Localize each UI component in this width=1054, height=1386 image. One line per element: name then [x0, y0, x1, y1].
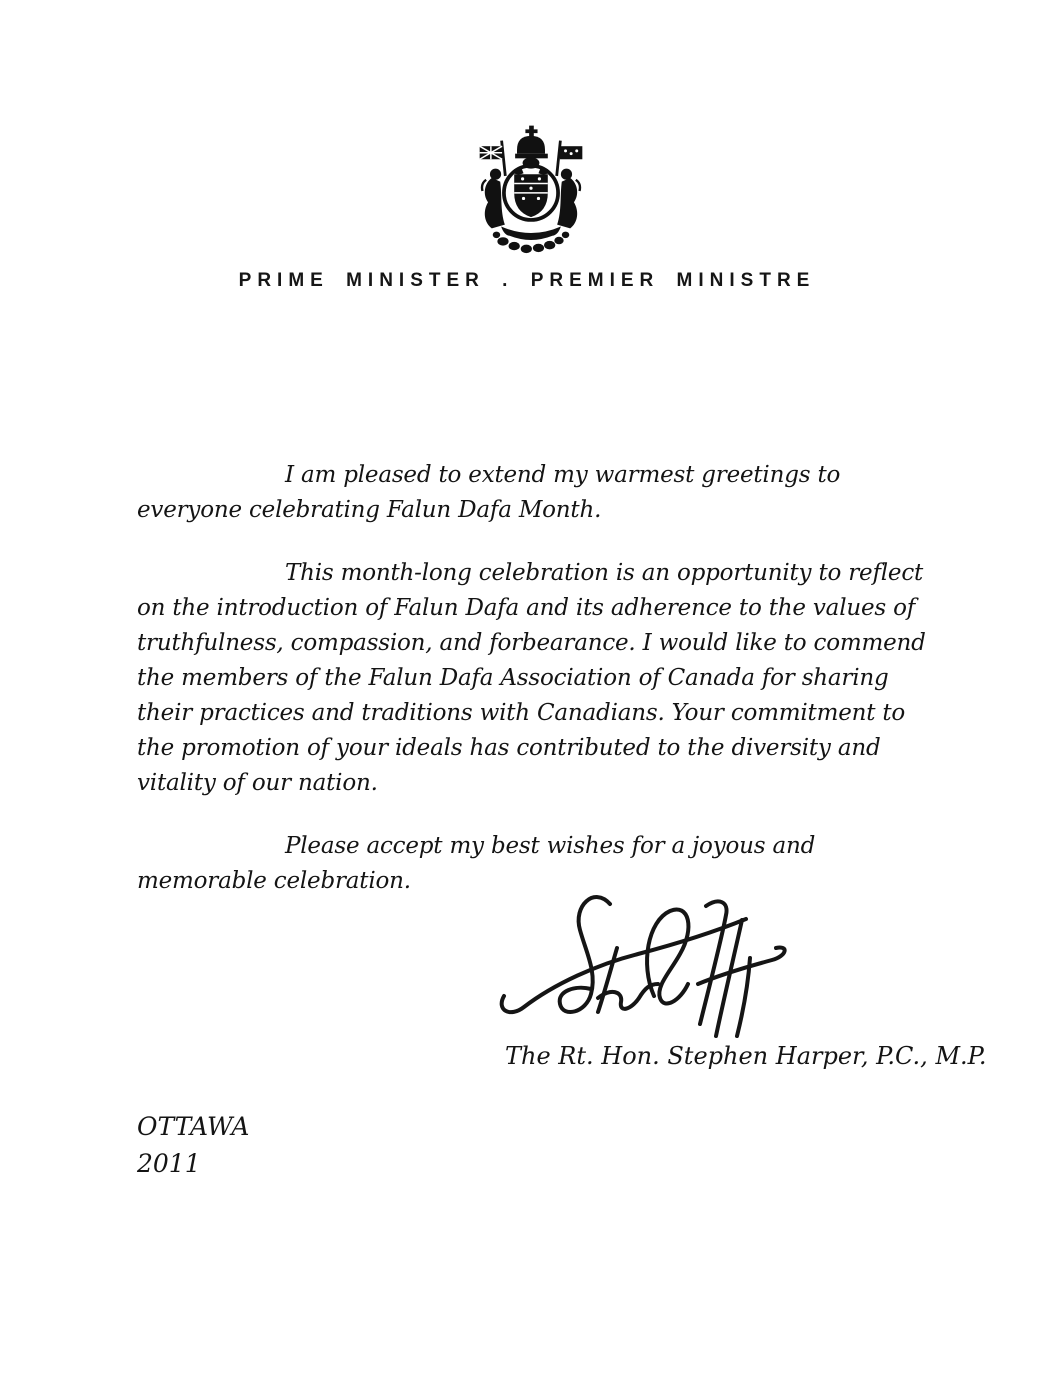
paragraph-main: This month-long celebration is an opportunity to reflect on the introduction of Falun Dafa and its adherence to the values of truthfulness, compassion, and forbearance. I would like to commend the members of the Falun Dafa Association of Canada for sharing their practices and traditions with Canadians. Your commitment to the promotion of your ideals has contributed to the diversity and vitality of our nation.	[137, 560, 926, 796]
letter-body	[137, 458, 949, 927]
letterhead-title: PRIME MINISTER . PREMIER MINISTRE	[238, 270, 816, 291]
place-line: OTTAWA	[137, 1112, 250, 1141]
canada-coat-of-arms-icon	[475, 122, 587, 260]
paragraph-closing: Please accept my best wishes for a joyous and memorable celebration.	[137, 833, 816, 894]
paragraph-greeting: I am pleased to extend my warmest greetings to everyone celebrating Falun Dafa Month.	[137, 462, 841, 523]
signoff-name: The Rt. Hon. Stephen Harper, P.C., M.P.	[505, 1042, 987, 1070]
signature-image	[498, 888, 798, 1043]
place-date-block	[137, 1108, 250, 1182]
year-line: 2011	[137, 1149, 201, 1178]
